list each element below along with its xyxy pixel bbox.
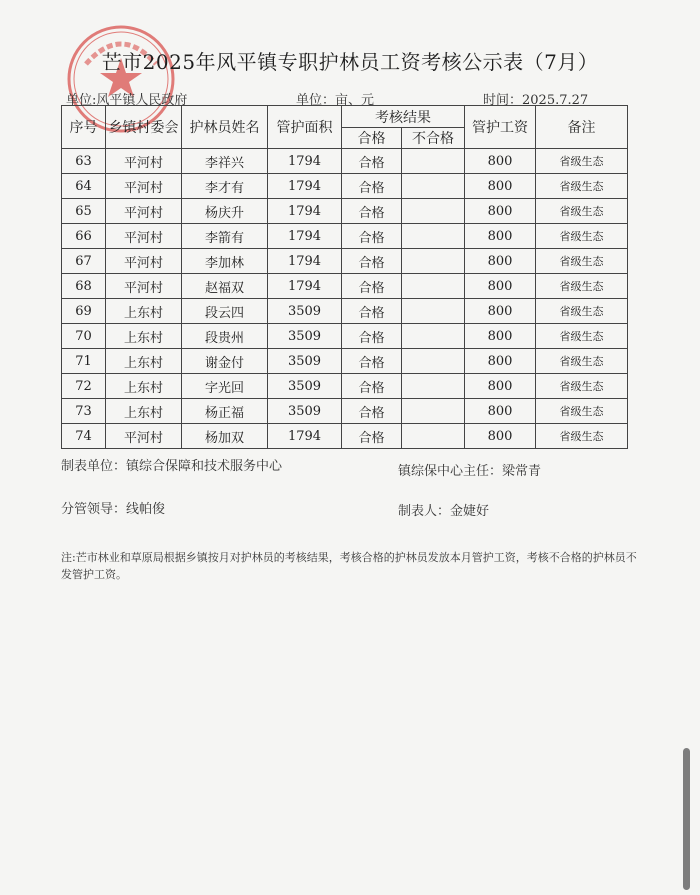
cell-village: 平河村 — [106, 274, 182, 299]
cell-wage: 800 — [465, 349, 536, 374]
cell-wage: 800 — [465, 374, 536, 399]
cell-index: 65 — [62, 199, 106, 224]
cell-remark: 省级生态 — [536, 224, 628, 249]
cell-name: 杨正福 — [182, 399, 268, 424]
cell-name: 谢金付 — [182, 349, 268, 374]
header-remark: 备注 — [536, 106, 628, 149]
cell-wage: 800 — [465, 424, 536, 449]
cell-village: 平河村 — [106, 149, 182, 174]
cell-fail — [402, 174, 465, 199]
cell-area: 1794 — [268, 424, 342, 449]
cell-village: 平河村 — [106, 249, 182, 274]
table-header-row — [62, 106, 628, 128]
cell-name: 李才有 — [182, 174, 268, 199]
cell-area: 1794 — [268, 274, 342, 299]
cell-area: 3509 — [268, 324, 342, 349]
cell-area: 3509 — [268, 299, 342, 324]
cell-index: 67 — [62, 249, 106, 274]
cell-name: 赵福双 — [182, 274, 268, 299]
table-row — [62, 349, 628, 374]
cell-wage: 800 — [465, 249, 536, 274]
cell-village: 平河村 — [106, 424, 182, 449]
cell-index: 63 — [62, 149, 106, 174]
cell-pass: 合格 — [342, 374, 402, 399]
table-row — [62, 299, 628, 324]
cell-name: 段贵州 — [182, 324, 268, 349]
cell-fail — [402, 299, 465, 324]
wage-table — [61, 105, 628, 449]
cell-village: 上东村 — [106, 349, 182, 374]
cell-village: 上东村 — [106, 299, 182, 324]
table-row — [62, 374, 628, 399]
cell-fail — [402, 224, 465, 249]
cell-wage: 800 — [465, 274, 536, 299]
cell-area: 1794 — [268, 174, 342, 199]
cell-name: 杨加双 — [182, 424, 268, 449]
table-row — [62, 324, 628, 349]
table-row — [62, 249, 628, 274]
cell-index: 74 — [62, 424, 106, 449]
cell-village: 上东村 — [106, 324, 182, 349]
cell-fail — [402, 349, 465, 374]
footnote: 注:芒市林业和草原局根据乡镇按月对护林员的考核结果，考核合格的护林员发放本月管护工资，考核不合格的护林员不发管护工资。 — [61, 551, 637, 581]
cell-pass: 合格 — [342, 174, 402, 199]
table-row — [62, 424, 628, 449]
header-index: 序号 — [62, 106, 106, 149]
cell-remark: 省级生态 — [536, 399, 628, 424]
cell-pass: 合格 — [342, 424, 402, 449]
cell-remark: 省级生态 — [536, 199, 628, 224]
cell-village: 平河村 — [106, 199, 182, 224]
cell-index: 69 — [62, 299, 106, 324]
center-director: 镇综保中心主任：梁常青 — [398, 464, 542, 479]
unit-measure: 单位：亩、元 — [296, 93, 375, 108]
cell-name: 李加林 — [182, 249, 268, 274]
cell-fail — [402, 149, 465, 174]
table-row — [62, 199, 628, 224]
header-area: 管护面积 — [268, 106, 342, 149]
cell-index: 70 — [62, 324, 106, 349]
cell-remark: 省级生态 — [536, 149, 628, 174]
cell-index: 64 — [62, 174, 106, 199]
cell-pass: 合格 — [342, 224, 402, 249]
cell-name: 李祥兴 — [182, 149, 268, 174]
cell-pass: 合格 — [342, 349, 402, 374]
header-result: 考核结果 — [342, 106, 465, 128]
supervising-leader: 分管领导：线帕俊 — [61, 502, 166, 517]
cell-area: 3509 — [268, 374, 342, 399]
cell-pass: 合格 — [342, 274, 402, 299]
table-row — [62, 274, 628, 299]
cell-name: 字光回 — [182, 374, 268, 399]
cell-index: 71 — [62, 349, 106, 374]
header-pass: 合格 — [342, 128, 402, 149]
cell-pass: 合格 — [342, 249, 402, 274]
table-maker: 制表人：金婕好 — [398, 504, 490, 519]
cell-pass: 合格 — [342, 149, 402, 174]
cell-area: 1794 — [268, 149, 342, 174]
header-village: 乡镇村委会 — [106, 106, 182, 149]
scrollbar[interactable] — [683, 748, 690, 890]
cell-name: 段云四 — [182, 299, 268, 324]
cell-village: 平河村 — [106, 174, 182, 199]
cell-area: 1794 — [268, 249, 342, 274]
cell-fail — [402, 199, 465, 224]
maker-unit: 制表单位：镇综合保障和技术服务中心 — [61, 459, 283, 474]
cell-remark: 省级生态 — [536, 299, 628, 324]
cell-index: 73 — [62, 399, 106, 424]
cell-area: 1794 — [268, 199, 342, 224]
cell-index: 66 — [62, 224, 106, 249]
cell-area: 1794 — [268, 224, 342, 249]
cell-fail — [402, 274, 465, 299]
cell-pass: 合格 — [342, 324, 402, 349]
cell-fail — [402, 374, 465, 399]
table-row — [62, 224, 628, 249]
cell-fail — [402, 249, 465, 274]
cell-pass: 合格 — [342, 199, 402, 224]
table-row — [62, 174, 628, 199]
cell-remark: 省级生态 — [536, 374, 628, 399]
cell-index: 68 — [62, 274, 106, 299]
cell-fail — [402, 324, 465, 349]
cell-fail — [402, 399, 465, 424]
table-row — [62, 149, 628, 174]
table-row — [62, 399, 628, 424]
cell-remark: 省级生态 — [536, 249, 628, 274]
cell-wage: 800 — [465, 174, 536, 199]
cell-wage: 800 — [465, 199, 536, 224]
cell-remark: 省级生态 — [536, 349, 628, 374]
cell-name: 杨庆升 — [182, 199, 268, 224]
cell-remark: 省级生态 — [536, 274, 628, 299]
header-fail: 不合格 — [402, 128, 465, 149]
cell-remark: 省级生态 — [536, 174, 628, 199]
header-name: 护林员姓名 — [182, 106, 268, 149]
unit-organization: 单位:风平镇人民政府 — [66, 93, 188, 108]
table-body — [62, 149, 628, 449]
document-date: 时间：2025.7.27 — [483, 93, 589, 108]
page-title: 芒市2025年风平镇专职护林员工资考核公示表（7月） — [101, 50, 599, 74]
cell-village: 上东村 — [106, 399, 182, 424]
cell-village: 平河村 — [106, 224, 182, 249]
cell-wage: 800 — [465, 399, 536, 424]
cell-wage: 800 — [465, 224, 536, 249]
cell-name: 李箭有 — [182, 224, 268, 249]
cell-remark: 省级生态 — [536, 324, 628, 349]
cell-pass: 合格 — [342, 299, 402, 324]
cell-fail — [402, 424, 465, 449]
cell-remark: 省级生态 — [536, 424, 628, 449]
cell-pass: 合格 — [342, 399, 402, 424]
cell-wage: 800 — [465, 299, 536, 324]
cell-village: 上东村 — [106, 374, 182, 399]
cell-area: 3509 — [268, 399, 342, 424]
cell-wage: 800 — [465, 324, 536, 349]
cell-area: 3509 — [268, 349, 342, 374]
header-wage: 管护工资 — [465, 106, 536, 149]
cell-index: 72 — [62, 374, 106, 399]
cell-wage: 800 — [465, 149, 536, 174]
